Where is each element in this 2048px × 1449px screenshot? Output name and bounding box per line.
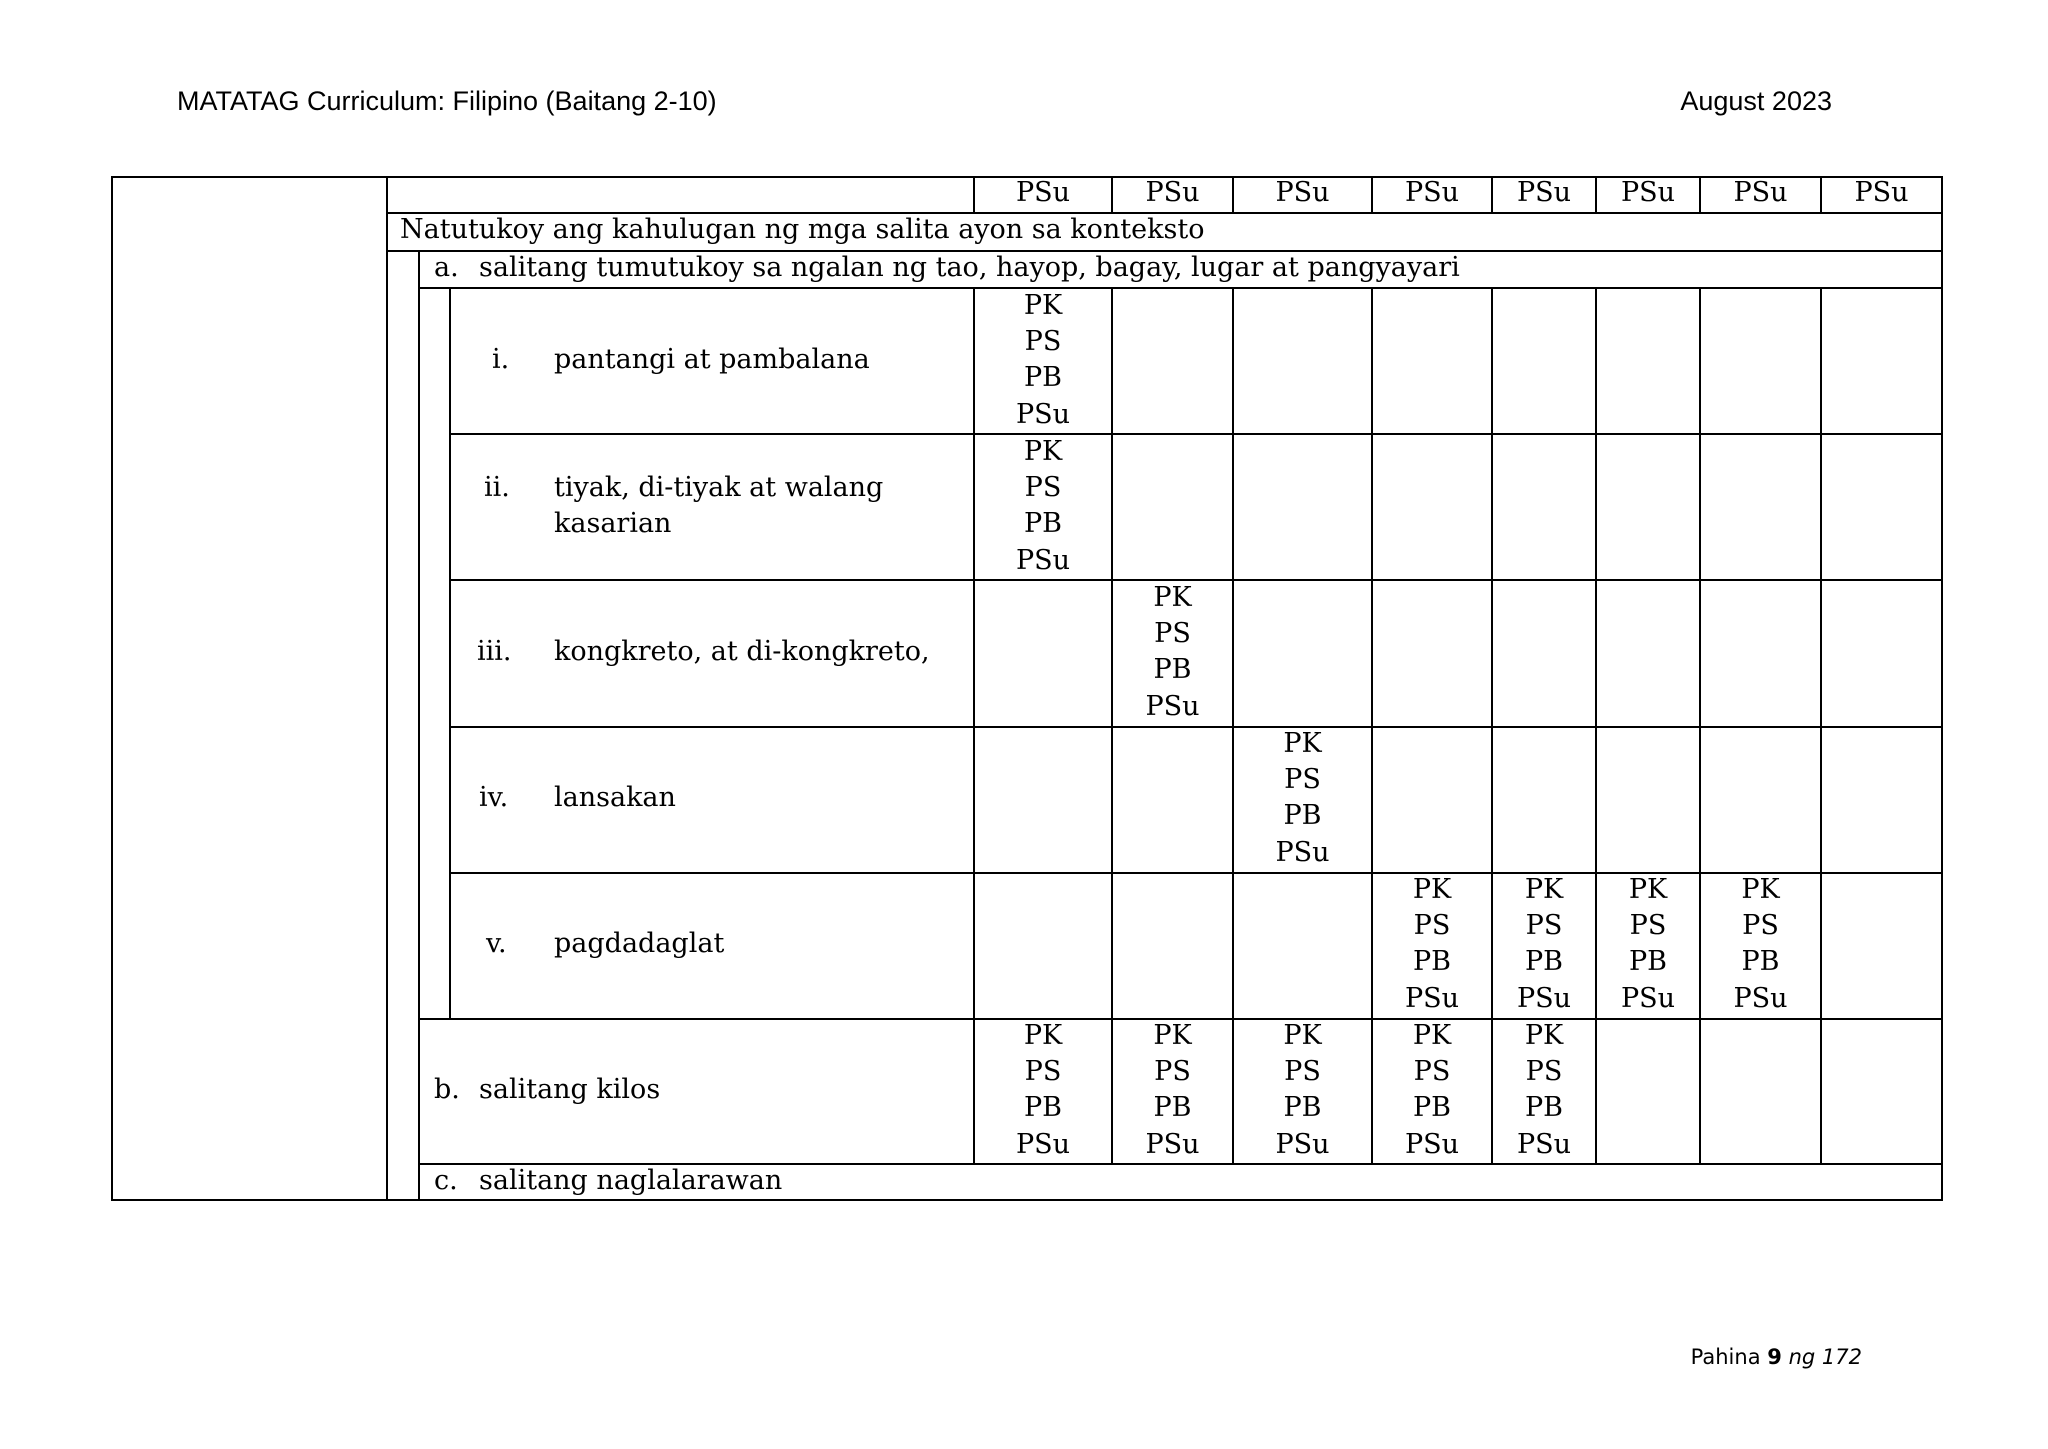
sub-ii-code-ps: PS [1024, 472, 1062, 503]
sub-a-marker: a. [434, 252, 459, 283]
sub-v-col5-pb: PB [1524, 946, 1563, 977]
sub-b-col4-pb: PB [1412, 1092, 1451, 1123]
sub-v-col4-pk: PK [1412, 874, 1452, 905]
sub-b-col5-ps: PS [1525, 1056, 1563, 1087]
sub-b-col3-pk: PK [1283, 1020, 1322, 1051]
sub-b-col3-ps: PS [1284, 1056, 1321, 1087]
sub-c-text: salitang naglalarawan [479, 1165, 783, 1196]
page-number [1691, 1345, 1862, 1369]
sub-b-col3-pb: PB [1283, 1092, 1322, 1123]
sub-v-col6-pk: PK [1628, 874, 1668, 905]
sub-iv-marker: iv. [479, 782, 509, 813]
sub-a-text: salitang tumutukoy sa ngalan ng tao, hayop, bagay, lugar at pangyayari [479, 252, 1460, 283]
sub-b-col4-psu: PSu [1404, 1129, 1460, 1160]
top-code-2: PSu [1145, 177, 1200, 208]
sub-iii-code-ps: PS [1154, 618, 1191, 649]
competency-text: Natutukoy ang kahulugan ng mga salita ayon sa konteksto [400, 214, 1205, 245]
sub-b-col2-psu: PSu [1145, 1129, 1200, 1160]
sub-b-text: salitang kilos [479, 1074, 661, 1105]
sub-b-col1-psu: PSu [1015, 1129, 1071, 1160]
sub-b-col2-ps: PS [1154, 1056, 1191, 1087]
top-code-3: PSu [1275, 177, 1330, 208]
sub-b-col3-psu: PSu [1275, 1129, 1330, 1160]
sub-v-col7-ps: PS [1742, 910, 1779, 941]
sub-iii-marker: iii. [477, 636, 512, 667]
sub-b-col4-pk: PK [1412, 1020, 1452, 1051]
sub-iii-code-pk: PK [1153, 582, 1192, 613]
sub-v-col5-psu: PSu [1516, 983, 1572, 1014]
sub-i-code-ps: PS [1024, 326, 1062, 357]
sub-b-col1-pk: PK [1023, 1020, 1063, 1051]
top-code-6: PSu [1620, 177, 1676, 208]
sub-v-col6-ps: PS [1629, 910, 1667, 941]
sub-b-col1-ps: PS [1024, 1056, 1062, 1087]
sub-ii-code-psu: PSu [1015, 545, 1071, 576]
sub-v-col5-ps: PS [1525, 910, 1563, 941]
sub-iv-code-pk: PK [1283, 728, 1322, 759]
sub-v-col6-pb: PB [1628, 946, 1667, 977]
top-code-8: PSu [1854, 177, 1909, 208]
sub-v-text: pagdadaglat [554, 928, 725, 959]
top-code-4: PSu [1404, 177, 1460, 208]
sub-i-code-psu: PSu [1015, 399, 1071, 430]
sub-v-col7-pk: PK [1741, 874, 1780, 905]
sub-b-col2-pk: PK [1153, 1020, 1192, 1051]
sub-b-col5-psu: PSu [1516, 1129, 1572, 1160]
table-border-left [111, 176, 113, 1201]
sub-iii-code-pb: PB [1153, 654, 1192, 685]
sub-i-text: pantangi at pambalana [554, 344, 870, 375]
sub-b-col5-pb: PB [1524, 1092, 1563, 1123]
sub-i-code-pk: PK [1023, 290, 1063, 321]
sub-v-col7-pb: PB [1741, 946, 1780, 977]
document-date: August 2023 [1680, 86, 1832, 116]
sub-v-marker: v. [486, 928, 507, 959]
sub-b-col4-ps: PS [1413, 1056, 1451, 1087]
sub-iii-text: kongkreto, at di-kongkreto, [554, 636, 930, 667]
sub-b-col2-pb: PB [1153, 1092, 1192, 1123]
sub-iv-text: lansakan [554, 782, 676, 813]
sub-v-col4-pb: PB [1412, 946, 1451, 977]
sub-b-marker: b. [434, 1074, 460, 1105]
top-code-1: PSu [1015, 177, 1071, 208]
sub-v-col4-psu: PSu [1404, 983, 1460, 1014]
sub-ii-text-line1: tiyak, di-tiyak at walang [554, 472, 884, 503]
page-of-word: ng [1788, 1345, 1816, 1369]
document-title: MATATAG Curriculum: Filipino (Baitang 2-10) [177, 86, 717, 116]
indent-divider-2 [449, 287, 451, 1020]
sub-ii-marker: ii. [484, 472, 510, 503]
sub-iv-code-pb: PB [1283, 800, 1322, 831]
sub-ii-text-line2: kasarian [554, 508, 672, 539]
page-word: Pahina [1690, 1345, 1761, 1369]
sub-b-col1-pb: PB [1023, 1092, 1062, 1123]
sub-v-col7-psu: PSu [1733, 983, 1788, 1014]
sub-iii-code-psu: PSu [1145, 691, 1200, 722]
sub-c-marker: c. [434, 1165, 458, 1196]
sub-iv-code-psu: PSu [1275, 837, 1330, 868]
sub-v-col5-pk: PK [1524, 874, 1564, 905]
sub-ii-code-pk: PK [1023, 436, 1063, 467]
top-code-7: PSu [1733, 177, 1788, 208]
sub-iv-code-ps: PS [1284, 764, 1321, 795]
sub-i-marker: i. [492, 344, 510, 375]
top-code-5: PSu [1516, 177, 1572, 208]
page-total: 172 [1821, 1345, 1862, 1369]
sub-v-col4-ps: PS [1413, 910, 1451, 941]
table-border-right [1941, 176, 1943, 1201]
page-current: 9 [1767, 1345, 1782, 1369]
sub-b-col5-pk: PK [1524, 1020, 1564, 1051]
column-divider [386, 176, 388, 1201]
sub-i-code-pb: PB [1023, 362, 1062, 393]
sub-ii-code-pb: PB [1023, 508, 1062, 539]
sub-v-col6-psu: PSu [1620, 983, 1676, 1014]
